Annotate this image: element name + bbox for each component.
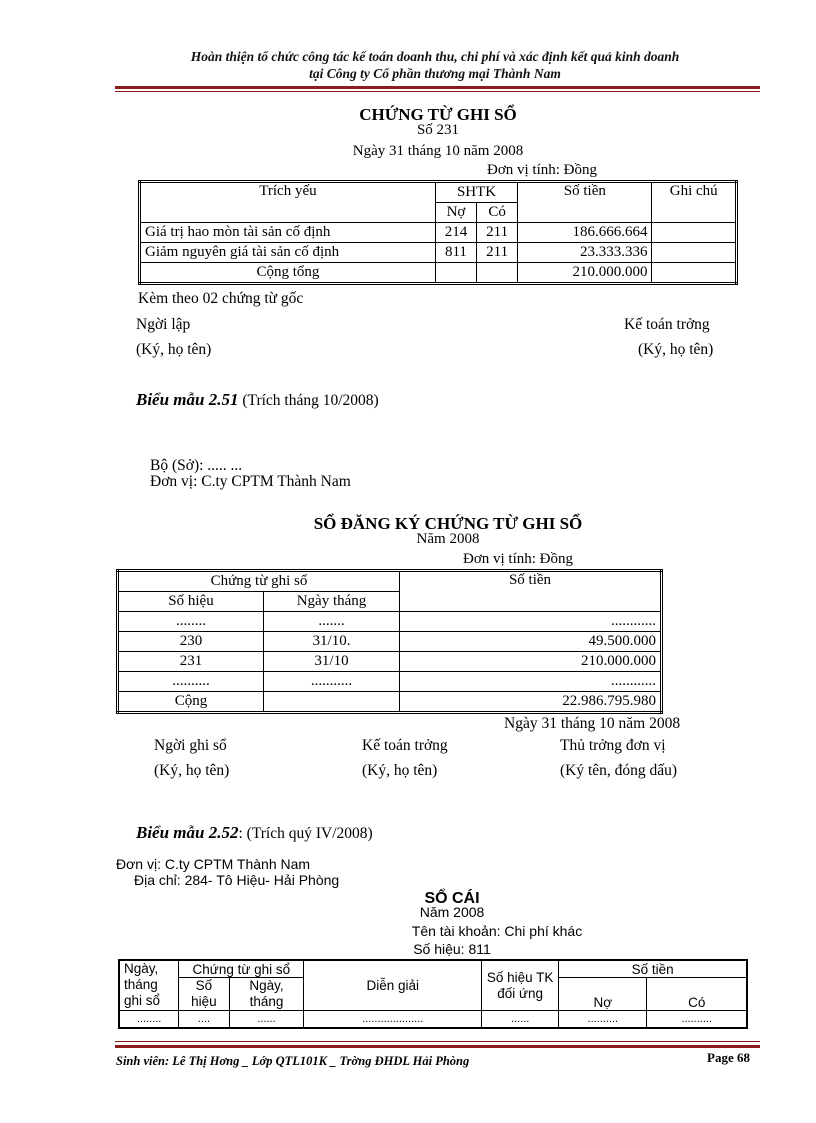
row-date: 31/10. [264,632,400,652]
empty-cell [652,263,737,284]
ledger-account-no: Số hiệu: 811 [413,941,491,957]
col-record-date: Ngày, tháng ghi sổ [119,960,179,1011]
header-line-2: tại Công ty Cổ phần thương mại Thành Nam [309,66,561,81]
row-amount: 49.500.000 [400,632,662,652]
voucher-number: Số 231 [416,122,460,138]
table-row [118,652,662,672]
sig-recorder-sub: (Ký, họ tên) [154,762,230,779]
row-date: ........ [119,1011,179,1029]
row-voucher-no: .... [179,1011,229,1029]
row-amount: 210.000.000 [400,652,662,672]
ledger-table [118,959,748,1029]
empty-cell [264,692,400,713]
ledger-account-name: Tên tài khoản: Chi phí khác [411,923,583,939]
registry-unit-label: Đơn vị tính: Đồng [463,551,574,567]
row-number: 231 [118,652,264,672]
col-amount: Số tiền [518,182,652,223]
header-rule [115,86,760,89]
row-voucher-date: ...... [229,1011,304,1029]
row-number: 230 [118,632,264,652]
form-note: : (Trích quý IV/2008) [238,825,373,842]
row-debit: 214 [435,223,476,243]
sig-director-sub: (Ký tên, đóng dấu) [560,762,678,779]
voucher-date: Ngày 31 tháng 10 năm 2008 [352,143,524,159]
col-summary: Trích yếu [140,182,436,223]
footer-rule [115,1045,760,1048]
col-date: Ngày tháng [264,592,400,612]
sig-recorder: Ngời ghi sổ [154,737,227,754]
form-2-52 [136,823,373,843]
col-voucher: Chứng từ ghi sổ [179,960,304,978]
ledger-title: SỔ CÁI [424,890,480,907]
table-row [118,672,662,692]
form-2-51 [136,390,379,410]
row-number: ........ [118,612,264,632]
sig-chief-accountant-sub: (Ký, họ tên) [638,341,714,358]
table-row [140,223,737,243]
col-credit: Có [477,203,518,223]
form-label: Biểu mẫu 2.52 [136,823,239,842]
total-label: Cộng tổng [140,263,436,284]
header-line-1: Hoàn thiện tổ chức công tác kế toán doanh thu, chi phí và xác định kết quả kinh doanh [190,49,680,64]
form-label: Biểu mẫu 2.51 [136,390,239,409]
voucher-unit: Đơn vị tính: Đồng [487,162,598,178]
page-number: Page 68 [707,1050,750,1065]
registry-year: Năm 2008 [416,531,480,547]
col-amount: Số tiền [559,960,747,978]
row-description: .................... [304,1011,482,1029]
row-debit: .......... [559,1011,647,1029]
voucher-table [138,180,738,285]
table-row [140,243,737,263]
total-row [140,263,737,284]
row-note [652,243,737,263]
empty-cell [477,263,518,284]
row-credit: 211 [477,243,518,263]
empty-cell [435,263,476,284]
row-amount: 186.666.664 [518,223,652,243]
ledger-unit: Đơn vị: C.ty CPTM Thành Nam [116,856,311,872]
header-rule-thin [115,91,760,92]
row-note [652,223,737,243]
total-amount: 22.986.795.980 [400,692,662,713]
ledger-year: Năm 2008 [419,904,485,920]
row-date: 31/10 [264,652,400,672]
sig-chief-accountant: Kế toán trởng [624,316,710,333]
col-voucher-date: Ngày, tháng [229,978,304,1011]
running-header [110,48,760,82]
table-row [118,612,662,632]
col-note: Ghi chú [652,182,737,223]
row-amount: 23.333.336 [518,243,652,263]
col-description: Diễn giải [304,960,482,1011]
row-contra: ...... [482,1011,559,1029]
sig-preparer-sub: (Ký, họ tên) [136,341,212,358]
row-debit: 811 [435,243,476,263]
form-note: (Trích tháng 10/2008) [242,392,379,409]
row-date: ........... [264,672,400,692]
registry-dept: Bộ (Sở): ..... ... [150,457,243,474]
row-date: ....... [264,612,400,632]
footer-student: Sinh viên: Lê Thị Hơng _ Lớp QTL101K _ Trờng ĐHDL Hải Phòng [116,1054,470,1068]
col-amount: Số tiền [400,571,662,612]
row-summary: Giá trị hao mòn tài sản cố định [140,223,436,243]
row-amount: ............ [400,612,662,632]
ledger-address: Địa chỉ: 284- Tô Hiệu- Hải Phòng [134,872,340,888]
row-summary: Giảm nguyên giá tài sản cố định [140,243,436,263]
row-amount: ............ [400,672,662,692]
sig-director: Thủ trởng đơn vị [560,737,666,754]
registry-table [116,569,663,714]
registry-sign-date: Ngày 31 tháng 10 năm 2008 [504,715,681,732]
registry-title: SỔ ĐĂNG KÝ CHỨNG TỪ GHI SỔ [313,514,583,533]
total-row [118,692,662,713]
voucher-title: CHỨNG TỪ GHI SỔ [359,105,517,124]
col-debit: Nợ [435,203,476,223]
col-contra-account: Số hiệu TK đối ứng [482,960,559,1011]
col-number: Số hiệu [118,592,264,612]
sig-accountant: Kế toán trởng [362,737,448,754]
total-amount: 210.000.000 [518,263,652,284]
row-credit: .......... [647,1011,747,1029]
col-credit: Có [647,978,747,1011]
col-shtk: SHTK [435,182,517,203]
attached-docs: Kèm theo 02 chứng từ gốc [138,290,304,307]
col-debit: Nợ [559,978,647,1011]
registry-unit: Đơn vị: C.ty CPTM Thành Nam [150,473,351,490]
table-row [118,632,662,652]
total-label: Cộng [118,692,264,713]
footer-rule-thin [115,1041,760,1042]
col-voucher: Chứng từ ghi sổ [118,571,400,592]
row-credit: 211 [477,223,518,243]
table-row [119,1011,747,1029]
sig-preparer: Ngời lập [136,316,191,333]
col-voucher-no: Số hiệu [179,978,229,1011]
row-number: .......... [118,672,264,692]
sig-accountant-sub: (Ký, họ tên) [362,762,438,779]
